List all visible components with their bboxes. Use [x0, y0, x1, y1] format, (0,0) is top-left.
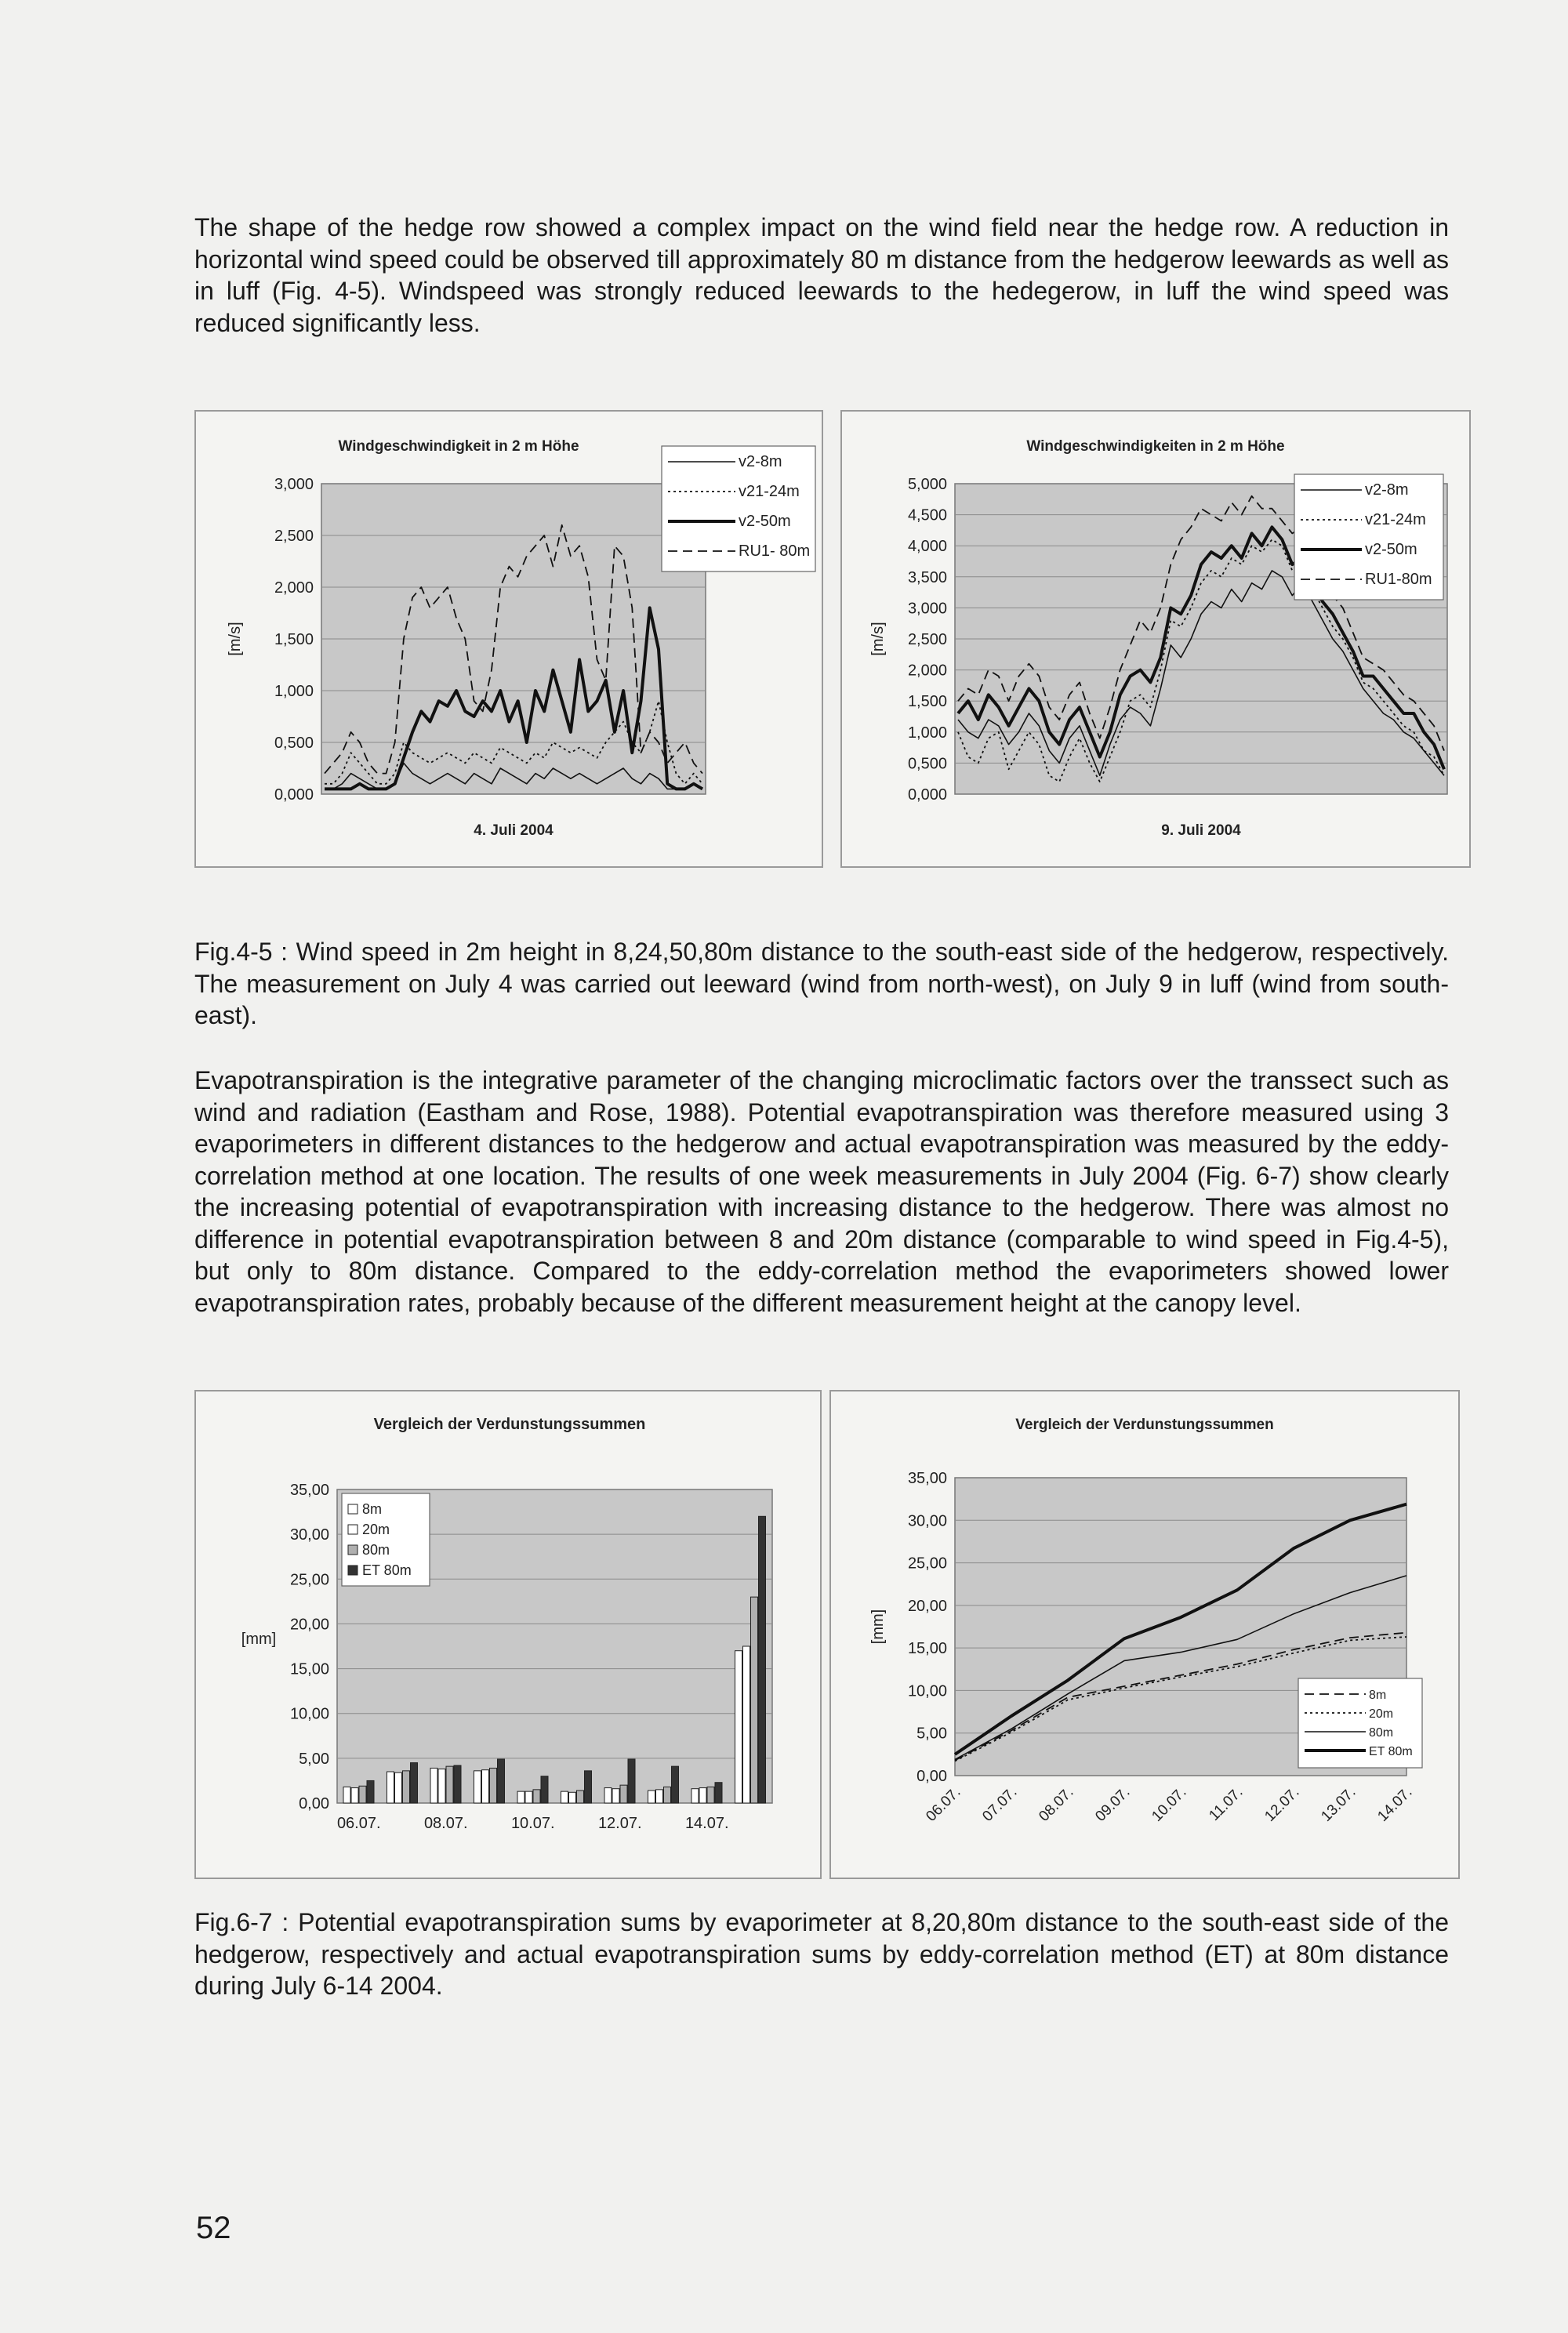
legend-swatch [348, 1545, 358, 1555]
bar-et80m [411, 1763, 418, 1803]
x-tick-label: 14.07. [1374, 1783, 1416, 1825]
figure-wind-july4 [194, 410, 823, 868]
legend-swatch [348, 1566, 358, 1575]
y-tick-label: 0,500 [907, 755, 947, 773]
y-tick-label: 1,000 [274, 683, 314, 700]
y-tick-label: 2,000 [907, 662, 947, 680]
legend-label: 20m [1369, 1707, 1394, 1721]
bar-8m [474, 1771, 481, 1803]
legend-swatch [348, 1525, 358, 1534]
legend-label: v2-8m [739, 453, 782, 470]
x-tick-label: 09.07. [1092, 1783, 1134, 1825]
y-tick-label: 5,000 [907, 476, 947, 493]
x-tick-label: 10.07. [510, 1815, 555, 1832]
x-axis-label: 4. Juli 2004 [474, 822, 554, 839]
bar-80m [359, 1786, 366, 1803]
bar-et80m [759, 1516, 766, 1803]
y-tick-label: 5,00 [299, 1750, 329, 1768]
caption-fig-4-5: Fig.4-5 : Wind speed in 2m height in 8,24,50,80m distance to the south-east side of the hedgerow, respectively. The measurement on July 4 was carried out leeward (wind from north-west), on July 9 in luff (wind from south-east). [194, 938, 1449, 1029]
bar-20m [743, 1646, 750, 1803]
bar-8m [343, 1787, 350, 1803]
bar-et80m [367, 1780, 374, 1803]
chart-wind-july4 [196, 412, 822, 866]
legend-label: v2-50m [739, 513, 791, 530]
y-tick-label: 4,500 [907, 506, 947, 524]
bar-20m [656, 1790, 663, 1803]
figure-evap-cumulative [829, 1390, 1460, 1879]
y-tick-label: 3,000 [274, 476, 314, 493]
legend-label: v2-50m [1365, 541, 1417, 558]
bar-et80m [628, 1759, 635, 1803]
legend-swatch [348, 1504, 358, 1514]
y-tick-label: 15,00 [907, 1640, 947, 1658]
y-tick-label: 4,000 [907, 538, 947, 556]
bar-80m [533, 1790, 540, 1803]
bar-80m [403, 1771, 410, 1803]
bar-et80m [541, 1776, 548, 1803]
bar-et80m [715, 1783, 722, 1803]
chart-wind-july9 [842, 412, 1469, 866]
bar-80m [664, 1787, 671, 1803]
legend-label: 8m [362, 1501, 383, 1517]
bar-20m [438, 1769, 445, 1803]
y-tick-label: 0,500 [274, 735, 314, 752]
y-axis-label: [mm] [241, 1631, 277, 1648]
y-tick-label: 20,00 [289, 1616, 329, 1634]
y-tick-label: 3,000 [907, 600, 947, 618]
bar-et80m [672, 1766, 679, 1803]
legend-label: ET 80m [1369, 1745, 1413, 1758]
legend-label: RU1-80m [1365, 571, 1432, 588]
x-tick-label: 06.07. [336, 1815, 381, 1832]
bar-et80m [498, 1759, 505, 1803]
legend-label: RU1- 80m [739, 542, 811, 560]
y-tick-label: 1,000 [907, 724, 947, 742]
paragraph-evapotranspiration: Evapotranspiration is the integrative parameter of the changing microclimatic factors over the transsect such as wind and radiation (Eastham and Rose, 1988). Potential evapotranspiration was therefore measured using 3 evaporimeters in different distances to the hedgerow and actual evapotranspiration was measured by the eddy-correlation method at one location. The results of one week measurements in July 2004 (Fig. 6-7) show clearly the increasing potential of evapotranspiration with increasing distance to the hedgerow. There was almost no difference in potential evapotranspiration between 8 and 20m distance (comparable to wind speed in Fig.4-5), but only to 80m distance. Compared to the eddy-correlation method the evaporimeters showed lower evapotranspiration rates, probably because of the different measurement height at the canopy level. [194, 1066, 1449, 1317]
y-tick-label: 20,00 [907, 1597, 947, 1615]
y-tick-label: 35,00 [289, 1482, 329, 1499]
chart-evap-bars [196, 1391, 820, 1878]
bar-20m [569, 1792, 576, 1803]
x-tick-label: 14.07. [684, 1815, 729, 1832]
legend-label: 20m [362, 1522, 390, 1537]
bar-8m [691, 1789, 699, 1803]
bar-20m [612, 1789, 619, 1803]
y-axis-label: [m/s] [869, 622, 887, 656]
bar-8m [648, 1791, 655, 1803]
legend-label: 8m [1369, 1689, 1387, 1702]
y-tick-label: 2,000 [274, 579, 314, 597]
x-tick-label: 11.07. [1206, 1783, 1247, 1824]
y-tick-label: 25,00 [907, 1555, 947, 1573]
bar-et80m [585, 1771, 592, 1803]
x-tick-label: 13.07. [1318, 1783, 1359, 1825]
bar-20m [699, 1788, 706, 1803]
y-tick-label: 2,500 [907, 631, 947, 648]
legend-label: v21-24m [739, 483, 800, 500]
y-tick-label: 30,00 [907, 1512, 947, 1530]
x-axis-label: 9. Juli 2004 [1161, 822, 1241, 839]
legend-label: v2-8m [1365, 481, 1409, 499]
bar-8m [561, 1791, 568, 1803]
y-axis-label: [m/s] [227, 622, 244, 656]
bar-80m [577, 1791, 584, 1803]
chart-title: Windgeschwindigkeit in 2 m Höhe [338, 438, 579, 455]
y-tick-label: 0,000 [274, 786, 314, 804]
bar-20m [525, 1791, 532, 1803]
y-tick-label: 2,500 [274, 528, 314, 545]
paragraph-wind-field: The shape of the hedge row showed a complex impact on the wind field near the hedge row. A reduction in horizontal wind speed could be observed till approximately 80 m distance from the hedgerow leewards as well as in luff (Fig. 4-5). Windspeed was strongly reduced leewards to the hedegerow, in luff the wind speed was reduced significantly less. [194, 213, 1449, 337]
x-tick-label: 08.07. [1036, 1783, 1077, 1825]
bar-8m [517, 1791, 524, 1803]
chart-evap-cumulative [831, 1391, 1458, 1878]
bar-8m [735, 1651, 742, 1803]
x-tick-label: 08.07. [423, 1815, 468, 1832]
bar-80m [751, 1597, 758, 1803]
legend-label: 80m [362, 1542, 390, 1558]
y-tick-label: 5,00 [916, 1725, 947, 1743]
x-tick-label: 10.07. [1149, 1783, 1190, 1825]
y-tick-label: 0,00 [299, 1795, 329, 1812]
x-tick-label: 07.07. [979, 1783, 1021, 1825]
x-tick-label: 12.07. [1261, 1783, 1303, 1825]
bar-80m [620, 1785, 627, 1803]
chart-title: Windgeschwindigkeiten in 2 m Höhe [1026, 438, 1285, 455]
bar-et80m [454, 1765, 461, 1803]
bar-80m [707, 1787, 714, 1803]
bar-20m [395, 1772, 402, 1803]
y-tick-label: 0,00 [916, 1768, 947, 1785]
chart-title: Vergleich der Verdunstungssummen [1015, 1417, 1274, 1433]
bar-20m [351, 1788, 358, 1803]
legend-label: 80m [1369, 1726, 1394, 1740]
figure-evap-bars [194, 1390, 822, 1879]
y-tick-label: 3,500 [907, 568, 947, 586]
y-tick-label: 30,00 [289, 1526, 329, 1544]
y-tick-label: 35,00 [907, 1470, 947, 1487]
y-tick-label: 10,00 [907, 1682, 947, 1700]
bar-8m [430, 1768, 437, 1803]
y-tick-label: 1,500 [907, 693, 947, 711]
x-tick-label: 06.07. [923, 1783, 964, 1825]
y-tick-label: 0,000 [907, 786, 947, 804]
bar-80m [490, 1768, 497, 1803]
legend-label: v21-24m [1365, 511, 1426, 528]
bar-8m [387, 1772, 394, 1803]
bar-20m [482, 1770, 489, 1803]
caption-fig-6-7: Fig.6-7 : Potential evapotranspiration sums by evaporimeter at 8,20,80m distance to the south-east side of the hedgerow, respectively and actual evapotranspiration sums by eddy-correlation method (ET) at 80m distance during July 6-14 2004. [194, 1908, 1449, 2000]
y-axis-label: [mm] [869, 1609, 887, 1645]
y-tick-label: 15,00 [289, 1660, 329, 1678]
y-tick-label: 25,00 [289, 1571, 329, 1589]
legend-label: ET 80m [362, 1562, 412, 1578]
bar-8m [604, 1788, 612, 1803]
y-tick-label: 10,00 [289, 1705, 329, 1723]
y-tick-label: 1,500 [274, 631, 314, 648]
figure-wind-july9 [840, 410, 1471, 868]
page-number: 52 [196, 2211, 231, 2245]
chart-title: Vergleich der Verdunstungssummen [373, 1416, 646, 1433]
x-tick-label: 12.07. [597, 1815, 642, 1832]
bar-80m [446, 1766, 453, 1803]
